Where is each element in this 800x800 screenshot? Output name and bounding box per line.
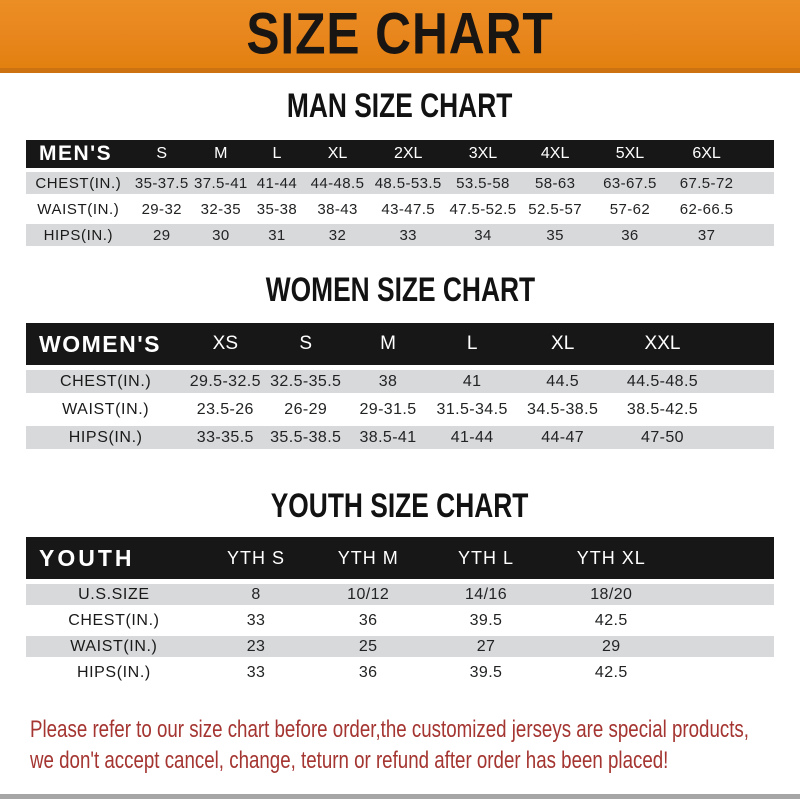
banner (0, 0, 800, 73)
women-col-xs: XS (185, 323, 265, 365)
row-label: CHEST(IN.) (26, 370, 185, 393)
men-col-4xl: 4XL (520, 140, 591, 168)
youth-waist-row (26, 636, 774, 657)
size-cell: 34 (446, 224, 519, 246)
row-label: CHEST(IN.) (26, 172, 131, 194)
row-label: HIPS(IN.) (26, 426, 185, 449)
men-waist-row (26, 198, 774, 220)
notice-line-1: Please refer to our size chart before order,the customized jerseys are special products, (30, 715, 750, 744)
size-cell: 35-38 (256, 200, 298, 218)
size-cell: 36 (591, 224, 670, 246)
size-cell: 33 (246, 611, 266, 629)
size-cell: 32 (305, 224, 370, 246)
women-header-label: WOMEN'S (26, 323, 185, 365)
size-cell: 32-35 (200, 200, 242, 218)
size-cell: 38.5-42.5 (626, 400, 699, 418)
size-cell: 34.5-38.5 (527, 400, 599, 418)
filler-cell (744, 198, 774, 220)
youth-ussize-row (26, 584, 774, 605)
size-cell: 53.5-58 (446, 172, 519, 194)
size-cell: 35 (520, 224, 591, 246)
size-cell: 32.5-35.5 (265, 370, 346, 393)
men-col-xl: XL (305, 140, 370, 168)
notice-line-2: we don't accept cancel, change, teturn or refund after order has been placed! (30, 746, 669, 775)
size-cell: 43-47.5 (381, 200, 436, 218)
size-cell: 41 (430, 370, 515, 393)
youth-size-table (26, 532, 774, 688)
row-label: CHEST(IN.) (68, 611, 160, 629)
banner-title: SIZE CHART (246, 1, 554, 67)
size-cell: 37 (669, 224, 744, 246)
size-cell: 14/16 (426, 584, 546, 605)
filler-cell (714, 426, 774, 449)
youth-header-label: YOUTH (26, 537, 202, 579)
size-cell: 33 (370, 224, 446, 246)
men-col-5xl: 5XL (591, 140, 670, 168)
youth-header-row (26, 537, 774, 579)
size-cell: 67.5-72 (669, 172, 744, 194)
size-cell: 29-32 (141, 200, 182, 218)
youth-col-xl: YTH XL (546, 537, 677, 579)
youth-chest-row (26, 610, 774, 631)
size-cell: 41-44 (249, 172, 305, 194)
size-cell: 31.5-34.5 (436, 400, 508, 418)
youth-hips-row (26, 662, 774, 683)
size-cell: 26-29 (284, 400, 328, 418)
row-label: HIPS(IN.) (76, 663, 151, 681)
women-col-l: L (430, 323, 515, 365)
size-cell: 29 (131, 224, 193, 246)
filler-cell (744, 224, 774, 246)
size-cell: 29 (546, 636, 677, 657)
men-col-2xl: 2XL (370, 140, 446, 168)
size-cell: 57-62 (609, 200, 651, 218)
size-cell: 25 (310, 636, 426, 657)
size-cell: 44-48.5 (305, 172, 370, 194)
size-cell: 58-63 (520, 172, 591, 194)
size-cell: 62-66.5 (679, 200, 734, 218)
section-heading-youth-text: YOUTH SIZE CHART (271, 486, 529, 525)
filler-cell (714, 323, 774, 365)
size-cell: 31 (249, 224, 305, 246)
size-cell: 23 (202, 636, 310, 657)
men-size-table (26, 136, 774, 250)
filler-cell (677, 610, 774, 631)
size-cell: 44-47 (514, 426, 610, 449)
women-col-m: M (346, 323, 430, 365)
size-cell: 35-37.5 (131, 172, 193, 194)
size-cell: 44.5 (514, 370, 610, 393)
size-cell: 63-67.5 (591, 172, 670, 194)
row-label: WAIST(IN.) (37, 200, 120, 218)
row-label: U.S.SIZE (26, 584, 202, 605)
row-label: WAIST(IN.) (62, 400, 150, 418)
row-label: HIPS(IN.) (26, 224, 131, 246)
size-cell: 36 (358, 663, 378, 681)
size-cell: 29.5-32.5 (185, 370, 265, 393)
size-cell: 38.5-41 (346, 426, 430, 449)
filler-cell (677, 662, 774, 683)
men-col-s: S (131, 140, 193, 168)
size-cell: 23.5-26 (196, 400, 254, 418)
size-cell: 47-50 (611, 426, 714, 449)
size-cell: 52.5-57 (528, 200, 582, 218)
size-cell: 36 (358, 611, 378, 629)
size-cell: 44.5-48.5 (611, 370, 714, 393)
bottom-divider (0, 794, 800, 799)
filler-cell (714, 370, 774, 393)
section-heading-women (0, 272, 800, 308)
section-heading-man-text: MAN SIZE CHART (287, 86, 513, 125)
row-label: WAIST(IN.) (26, 636, 202, 657)
size-cell: 35.5-38.5 (265, 426, 346, 449)
men-hips-row (26, 224, 774, 246)
size-cell: 8 (202, 584, 310, 605)
men-col-3xl: 3XL (446, 140, 519, 168)
women-hips-row (26, 426, 774, 449)
men-col-m: M (193, 140, 249, 168)
section-heading-man (0, 88, 800, 124)
filler-cell (744, 140, 774, 168)
youth-col-s: YTH S (202, 537, 310, 579)
men-header-row (26, 140, 774, 168)
size-cell: 30 (193, 224, 249, 246)
filler-cell (714, 398, 774, 421)
filler-cell (744, 172, 774, 194)
youth-col-m: YTH M (310, 537, 426, 579)
women-col-s: S (265, 323, 346, 365)
section-heading-youth (0, 488, 800, 524)
women-header-row (26, 323, 774, 365)
women-waist-row (26, 398, 774, 421)
men-header-label: MEN'S (26, 140, 131, 168)
filler-cell (677, 537, 774, 579)
size-cell: 10/12 (310, 584, 426, 605)
size-cell: 39.5 (469, 663, 503, 681)
men-chest-row (26, 172, 774, 194)
size-cell: 29-31.5 (359, 400, 417, 418)
size-cell: 42.5 (594, 611, 628, 629)
size-cell: 41-44 (430, 426, 515, 449)
filler-cell (677, 636, 774, 657)
men-col-6xl: 6XL (669, 140, 744, 168)
women-chest-row (26, 370, 774, 393)
women-size-table (26, 318, 774, 454)
size-cell: 18/20 (546, 584, 677, 605)
filler-cell (677, 584, 774, 605)
size-cell: 38-43 (317, 200, 358, 218)
section-heading-women-text: WOMEN SIZE CHART (265, 270, 535, 309)
women-col-xl: XL (514, 323, 610, 365)
youth-col-l: YTH L (426, 537, 546, 579)
men-col-l: L (249, 140, 305, 168)
women-col-xxl: XXL (611, 323, 714, 365)
order-notice (30, 714, 800, 776)
size-cell: 27 (426, 636, 546, 657)
size-cell: 37.5-41 (193, 172, 249, 194)
size-cell: 48.5-53.5 (370, 172, 446, 194)
size-cell: 39.5 (469, 611, 503, 629)
size-cell: 33 (246, 663, 266, 681)
size-cell: 42.5 (594, 663, 628, 681)
size-cell: 38 (346, 370, 430, 393)
size-cell: 33-35.5 (185, 426, 265, 449)
size-cell: 47.5-52.5 (449, 200, 517, 218)
